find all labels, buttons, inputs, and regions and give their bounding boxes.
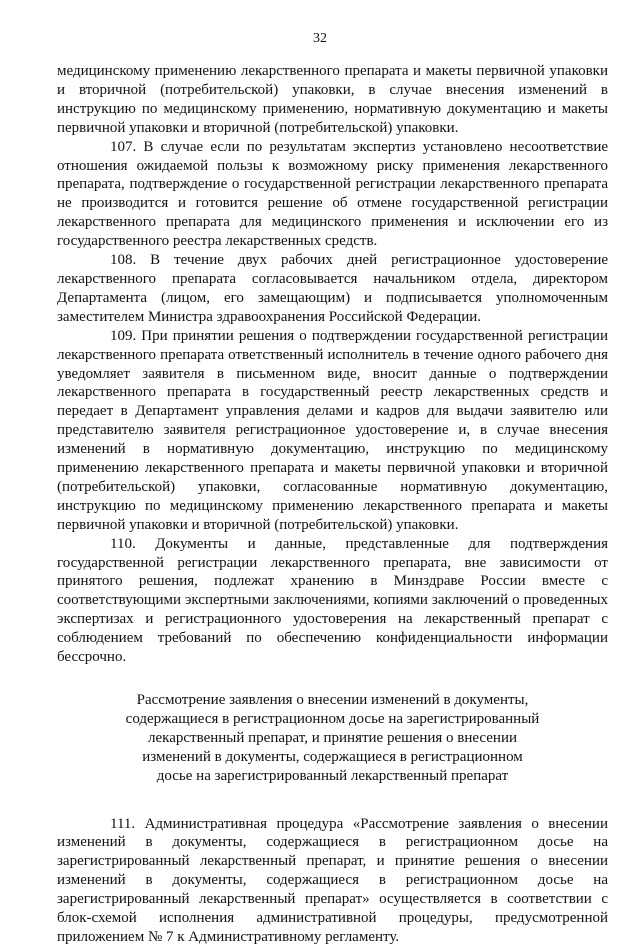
paragraph-106-continuation: медицинскому применению лекарственного препарата и макеты первичной упаковки и вторичной (потребительской) упаковки, в случае внесения изменений в инструкцию по медицинскому применению, нормативную документацию и макеты первичной упаковки и вторичной (потребительской) упаковки. xyxy=(57,63,608,136)
page-number: 32 xyxy=(313,31,327,46)
paragraph-108: 108. В течение двух рабочих дней регистрационное удостоверение лекарственного препарата согласовывается начальником отдела, директором Департамента (лицом, его замещающим) и подписывается уполномоченным заместителем Министра здравоохранения Российской Федерации. xyxy=(57,252,608,325)
section-heading-line: изменений в документы, содержащиеся в регистрационном xyxy=(142,748,523,765)
paragraph-110: 110. Документы и данные, представленные для подтверждения государственной регистрации лекарственного препарата, вне зависимости от принятого решения, подлежат хранению в Минздраве России вместе с соответствующими экспертными заключениями, копиями заключений о проведенных экспертизах и регистрационного удостоверения на лекарственный препарат с соблюдением требований по обеспечению конфиденциальности информации бессрочно. xyxy=(57,535,608,666)
document-body xyxy=(57,62,608,947)
paragraph-111: 111. Административная процедура «Рассмотрение заявления о внесении изменений в документы, содержащиеся в регистрационном досье на зарегистрированный лекарственный препарат, и принятие решения о внесении изменений в документы, содержащиеся в регистрационном досье на зарегистрированный лекарственный препарат» осуществляется в соответствии с блок-схемой исполнения административной процедуры, предусмотренной приложением № 7 к Административному регламенту. xyxy=(57,815,608,945)
section-heading xyxy=(57,691,608,786)
paragraph-109: 109. При принятии решения о подтверждении государственной регистрации лекарственного препарата ответственный исполнитель в течение одного рабочего дня уведомляет заявителя в письменном виде, вносит данные о подтверждении лекарственного препарата в государственный реестр лекарственных средств и передает в Департамент управления делами и кадров для выдачи заявителю или представителю заявителя регистрационное удостоверение и, в случае внесения изменений в нормативную документацию, инструкцию по медицинскому применению лекарственного препарата и макеты первичной упаковки и вторичной (потребительской) упаковки, согласованные нормативную документацию, инструкцию по медицинскому применению лекарственного препарата и макеты первичной упаковки и вторичной (потребительской) упаковки. xyxy=(57,327,608,533)
section-heading-line: лекарственный препарат, и принятие решения о внесении xyxy=(148,729,517,746)
section-heading-line: досье на зарегистрированный лекарственный препарат xyxy=(156,767,509,784)
section-heading-line: содержащиеся в регистрационном досье на зарегистрированный xyxy=(125,710,540,727)
paragraph-107: 107. В случае если по результатам экспертиз установлено несоответствие отношения ожидаемой пользы к возможному риску применения лекарственного препарата, подтверждение о государственной регистрации лекарственного препарата не производится и готовится решение об отмене государственной регистрации лекарственного препарата для медицинского применения и исключении его из государственного реестра лекарственных средств. xyxy=(57,138,608,250)
section-heading-line: Рассмотрение заявления о внесении изменений в документы, xyxy=(136,692,529,708)
